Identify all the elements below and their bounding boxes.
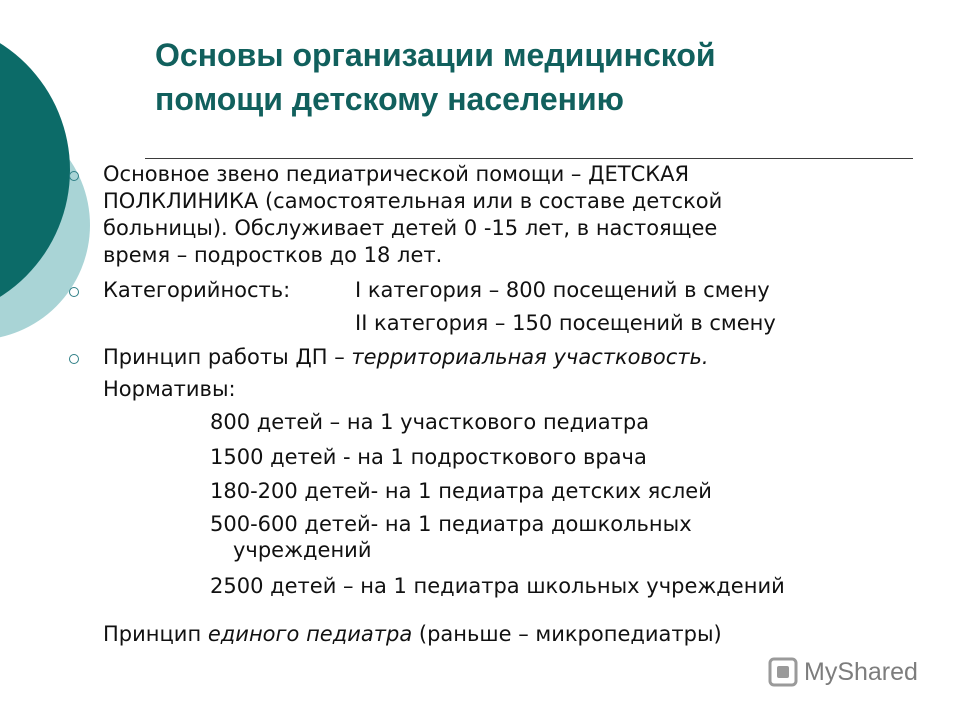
title-divider (145, 158, 913, 159)
category-2: II категория – 150 посещений в смену (355, 311, 776, 335)
work-principle (103, 343, 709, 371)
work-principle-prefix: Принцип работы ДП – (103, 345, 352, 369)
principle-italic: единого педиатра (207, 622, 413, 646)
norm-item-4-line1: 500-600 детей- на 1 педиатра дошкольных (210, 512, 692, 536)
work-principle-italic: территориальная участковость. (351, 345, 709, 369)
norm-item-5: 2500 детей – на 1 педиатра школьных учреждений (210, 574, 785, 598)
bullet1-line4: время – подростков до 18 лет. (103, 243, 443, 267)
category-1: I категория – 800 посещений в смену (355, 278, 770, 302)
single-pediatrician-principle (103, 620, 722, 648)
bullet1-line2: ПОЛКЛИНИКА (самостоятельная или в составе детской (103, 189, 723, 213)
norm-item-2: 1500 детей - на 1 подросткового врача (210, 445, 647, 469)
norm-item-4-line2: учреждений (233, 538, 372, 562)
category-label: Категорийность: (103, 278, 291, 302)
title-line-2: помощи детскому населению (155, 81, 624, 117)
principle-prefix: Принцип (103, 622, 208, 646)
title-line-1: Основы организации медицинской (155, 37, 716, 73)
bullet-circle-icon (69, 354, 79, 364)
myshared-watermark (768, 657, 918, 687)
bullet1-line1: Основное звено педиатрической помощи – ДЕТСКАЯ (103, 162, 690, 186)
norms-label: Нормативы: (103, 377, 236, 401)
bullet-circle-icon (69, 171, 79, 181)
bullet1-line3: больницы). Обслуживает детей 0 -15 лет, в настоящее (103, 216, 718, 240)
watermark-text: MyShared (804, 657, 918, 686)
slide-title (155, 33, 895, 121)
norm-item-3: 180-200 детей- на 1 педиатра детских яслей (210, 479, 712, 503)
bullet-circle-icon (69, 287, 79, 297)
principle-suffix: (раньше – микропедиатры) (412, 622, 722, 646)
myshared-logo-icon (768, 657, 798, 687)
norm-item-1: 800 детей – на 1 участкового педиатра (210, 410, 650, 434)
